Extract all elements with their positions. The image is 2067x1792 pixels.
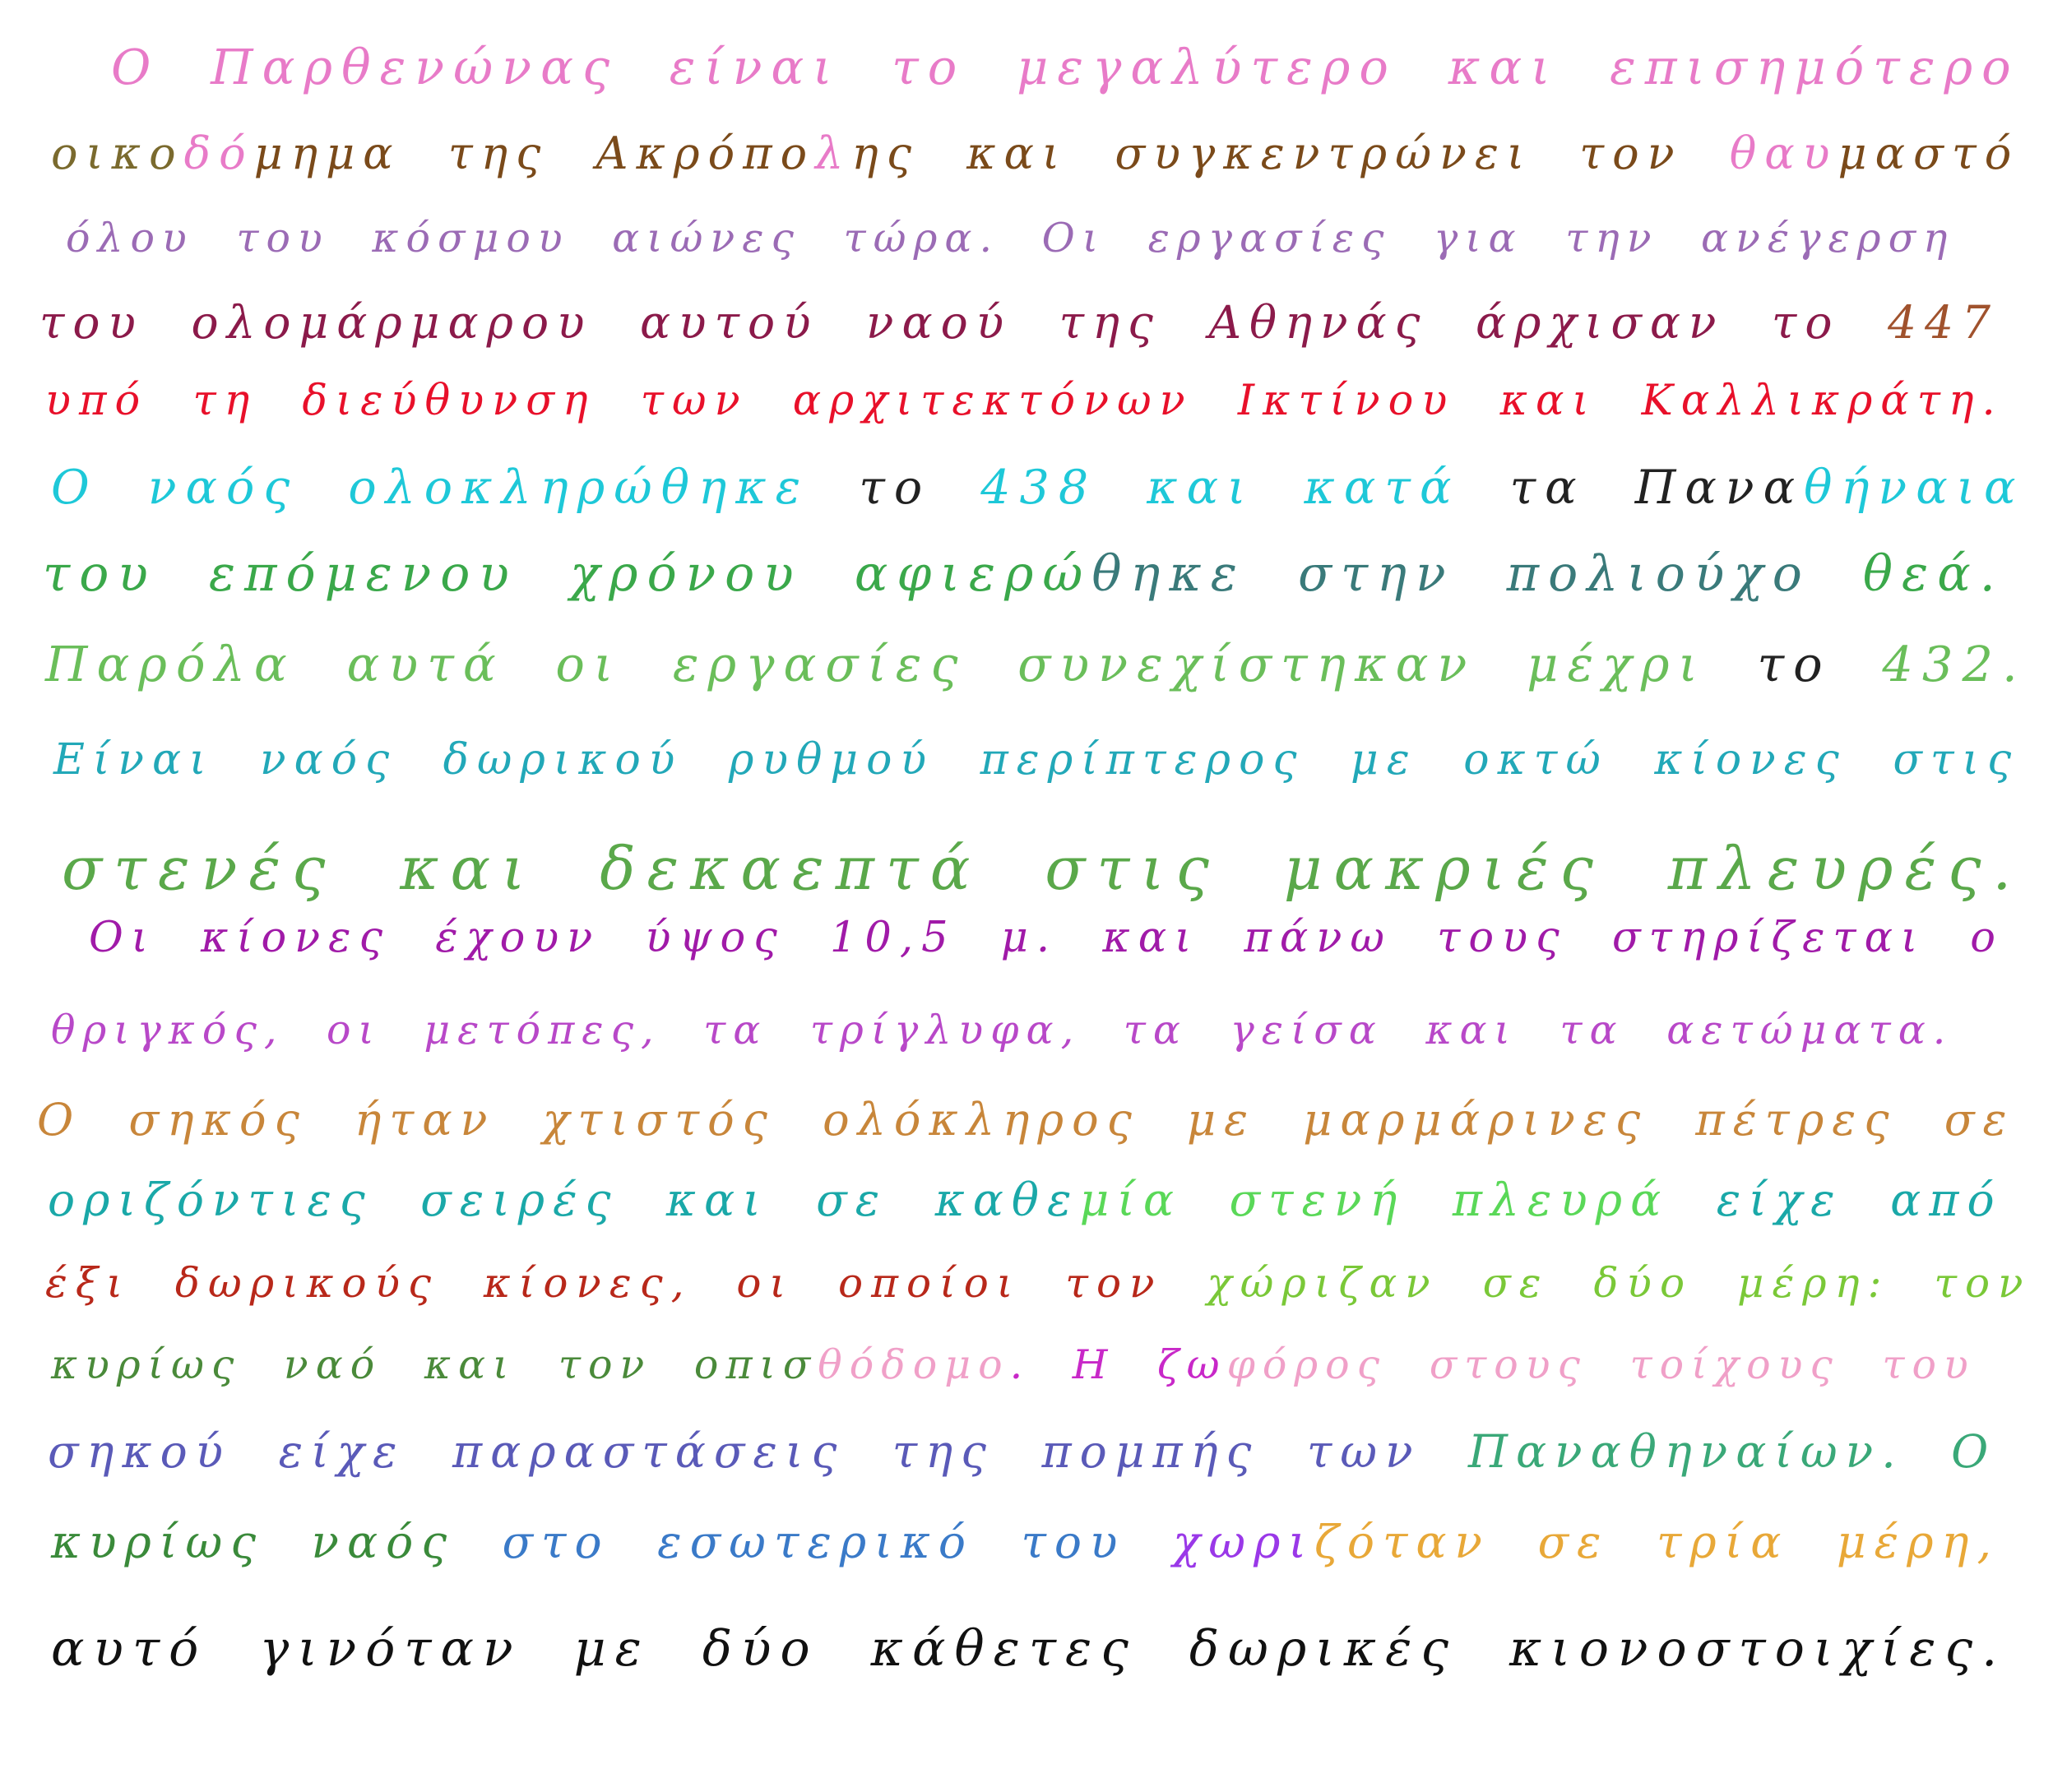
text-segment: έξι δωρικούς κίονες, οι οποίοι τον	[45, 1259, 1207, 1307]
text-segment: σηκού είχε παραστάσεις της πομπής των	[48, 1425, 1469, 1478]
text-line	[89, 914, 2004, 962]
text-segment: θήναια	[1804, 461, 2025, 515]
text-segment: θόδομο	[818, 1341, 1010, 1388]
text-line	[51, 461, 2025, 515]
text-segment: του ολομάρμαρου αυτού ναού της Αθηνάς άρχισαν το	[39, 296, 1888, 349]
text-segment: 432.	[1882, 636, 2027, 692]
text-segment: όλου του κόσμου αιώνες τώρα. Οι εργασίες για την ανέγερση	[66, 215, 1955, 262]
text-segment: . Η	[1009, 1341, 1158, 1388]
text-segment: μία στενή πλευρά	[1079, 1174, 1670, 1226]
text-line	[37, 1094, 2015, 1146]
text-segment: υπό τη διεύθυνση των αρχιτεκτόνων Ικτίνου και Καλλικράτη.	[45, 377, 2004, 425]
text-segment: οικο	[51, 127, 184, 179]
text-segment: Ο Παρθενώνας είναι το μεγαλύτερο και επισημότερο	[111, 39, 2020, 95]
text-segment: ζόταν σε τρία μέρη,	[1314, 1516, 2000, 1568]
text-line	[51, 1516, 2000, 1568]
text-segment: δό	[183, 127, 254, 179]
text-segment: Ο σηκός ήταν χτιστός ολόκληρος με μαρμάρινες πέτρες σε	[37, 1094, 2015, 1146]
text-line	[39, 296, 1999, 349]
text-line	[51, 1341, 1976, 1388]
text-segment: αυτό γινόταν με δύο κάθετες δωρικές κιονοστοιχίες.	[51, 1620, 2007, 1678]
text-segment: κυρίως ναός	[51, 1516, 503, 1568]
text-segment: ης και συγκεντρώνει τον	[851, 127, 1730, 179]
text-segment: στενές και δεκαεπτά στις μακριές πλευρές.	[62, 834, 2023, 903]
text-segment: το	[1757, 636, 1883, 692]
text-line	[45, 636, 2027, 692]
text-segment: Οι κίονες έχουν ύψος 10,5 μ. και πάνω τους στηρίζεται ο	[89, 914, 2004, 962]
text-segment: Είναι ναός δωρικού ρυθμού περίπτερος με οκτώ κίονες στις	[53, 735, 2020, 785]
text-line	[62, 834, 2023, 903]
text-line	[66, 215, 1955, 262]
text-segment: θαυ	[1729, 127, 1838, 179]
text-line	[45, 1259, 2032, 1307]
text-segment: φόρος στους τοίχους του	[1226, 1341, 1976, 1388]
text-segment: Ο ναός ολοκληρώθηκε	[51, 461, 860, 515]
text-segment: οριζόντιες σειρές και σε καθε	[48, 1174, 1080, 1226]
text-segment: Παναθηναίων. Ο	[1468, 1425, 1997, 1478]
text-line	[48, 1174, 2003, 1226]
text-segment: θεά.	[1862, 545, 2004, 603]
text-line	[51, 1620, 2007, 1678]
text-segment: μημα της Ακρόπο	[253, 127, 816, 179]
text-segment: του επόμενου χρόνου αφιερώ	[43, 545, 1092, 603]
text-segment: λ	[815, 127, 852, 179]
text-segment: χωρι	[1172, 1516, 1315, 1568]
text-segment: χώριζαν σε δύο μέρη: τον	[1207, 1259, 2032, 1307]
text-segment: μαστό	[1838, 127, 2020, 179]
text-line	[111, 39, 2020, 95]
text-segment: τα Πανα	[1509, 461, 1805, 515]
text-segment: είχε από	[1669, 1174, 2003, 1226]
text-segment: το	[859, 461, 981, 515]
text-segment: 447	[1887, 296, 1999, 349]
text-segment: θηκε στην πολιούχο	[1091, 545, 1863, 603]
text-segment: ζω	[1157, 1341, 1227, 1388]
text-segment: κυρίως ναό και τον οπισ	[51, 1341, 818, 1388]
text-line	[53, 735, 2020, 785]
text-line	[48, 1425, 1997, 1478]
text-segment: 438 και κατά	[980, 461, 1510, 515]
text-segment: Παρόλα αυτά οι εργασίες συνεχίστηκαν μέχρι	[45, 636, 1758, 692]
text-segment: στο εσωτερικό του	[502, 1516, 1173, 1568]
text-line	[45, 377, 2004, 425]
text-segment: θριγκός, οι μετόπες, τα τρίγλυφα, τα γείσα και τα αετώματα.	[51, 1007, 1953, 1053]
text-line	[51, 1007, 1953, 1053]
text-line	[43, 545, 2004, 603]
text-line	[51, 127, 2020, 179]
